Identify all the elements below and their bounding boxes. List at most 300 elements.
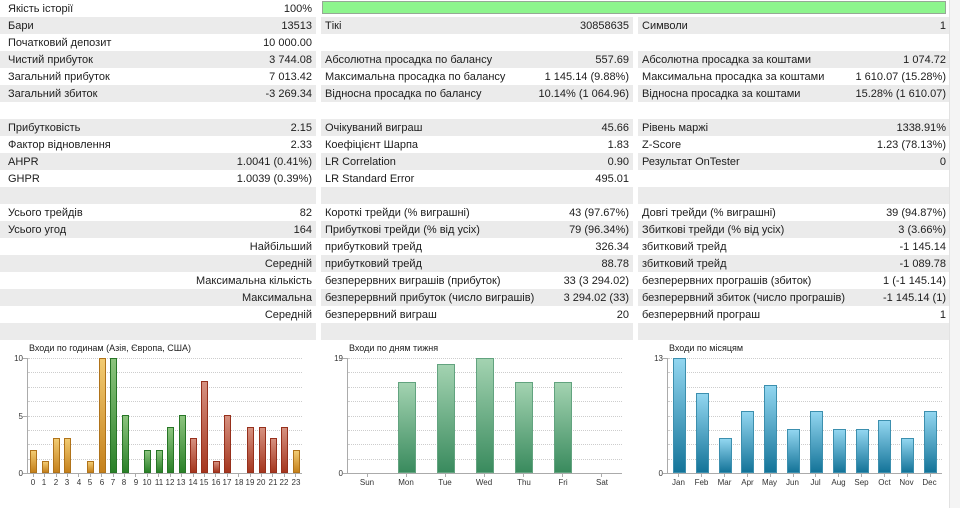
gridline [28,358,302,359]
stat-value: 0.90 [607,155,629,168]
stat-cell [0,272,316,289]
stat-label: Абсолютна просадка за коштами [642,53,812,66]
bar [476,358,494,473]
bar [281,427,288,473]
history-quality-bar [322,1,946,14]
bar [901,438,914,473]
x-tick [701,474,702,477]
bar [856,429,869,473]
stat-value: Середній [264,257,312,270]
y-tick [663,473,667,474]
stat-value: 79 (96.34%) [569,223,629,236]
x-axis-label: 22 [279,478,289,487]
stat-cell [638,238,950,255]
x-tick [215,474,216,477]
chart-title: Входи по годинам (Азія, Європа, США) [29,343,191,353]
chart-title: Входи по місяцям [669,343,744,353]
stat-label: безперервних програшів (збиток) [642,274,812,287]
bar [741,411,754,473]
stat-value: 3 294.02 (33) [563,291,629,304]
stat-cell [321,85,633,102]
stat-value: 2.15 [290,121,312,134]
stat-cell [0,68,316,85]
bar [144,450,151,473]
gridline [668,387,942,388]
x-axis-label: 0 [30,478,36,487]
stat-label: Загальний прибуток [8,70,110,83]
x-axis-label: May [761,478,778,487]
stat-cell [321,170,633,187]
x-axis-label: 14 [188,478,198,487]
table-row [0,136,949,153]
stat-cell [321,289,633,306]
x-axis-label: Thu [517,478,531,487]
x-tick [181,474,182,477]
stat-label: Символи [642,19,688,32]
x-tick [678,474,679,477]
stat-cell [0,255,316,272]
bar [719,438,732,473]
stat-value: -1 145.14 (1) [883,291,946,304]
stat-label: безперервний збиток (число програшів) [642,291,846,304]
gridline [668,430,942,431]
stat-cell [321,204,633,221]
x-axis-label: Oct [878,478,891,487]
stat-cell [638,68,950,85]
stat-label: Фактор відновлення [8,138,111,151]
stat-label: Чистий прибуток [8,53,93,66]
stat-label: GHPR [8,172,40,185]
y-tick [343,358,347,359]
x-axis-label: Sep [854,478,869,487]
stat-cell [321,306,633,323]
stat-label: Максимальна просадка за коштами [642,70,825,83]
stat-label: Тікі [325,19,342,32]
x-tick [815,474,816,477]
stat-cell [321,153,633,170]
bar [53,438,60,473]
x-tick [601,474,602,477]
stat-cell [321,34,633,51]
stat-cell [638,153,950,170]
table-row [0,34,949,51]
x-axis-label: Sun [359,478,375,487]
bar [673,358,686,473]
x-tick [67,474,68,477]
stat-cell [0,119,316,136]
stat-label: збитковий трейд [642,257,727,270]
stat-value: 10.14% (1 064.96) [538,87,629,100]
gridline [668,372,942,373]
x-tick [204,474,205,477]
x-tick [78,474,79,477]
stat-label: Коефіцієнт Шарпа [325,138,419,151]
stat-cell [638,187,950,204]
x-axis-label: 21 [268,478,278,487]
bar [764,385,777,473]
bar [833,429,846,473]
plot-area [27,358,302,474]
bar [224,415,231,473]
table-row [0,170,949,187]
stat-label: безперервний виграш [325,308,437,321]
bar [259,427,266,473]
x-tick [158,474,159,477]
table-row [0,85,949,102]
stat-cell [638,34,950,51]
stat-value: Максимальна [241,291,312,304]
x-axis-label: 1 [41,478,47,487]
stat-cell [638,306,950,323]
stat-cell [638,221,950,238]
x-axis-label: 16 [211,478,221,487]
x-axis-label: Aug [831,478,846,487]
stat-cell [321,102,633,119]
x-tick [724,474,725,477]
stat-label: Абсолютна просадка по балансу [325,53,493,66]
bar [213,461,220,473]
stat-cell [638,119,950,136]
x-axis-label: 23 [291,478,301,487]
x-tick [930,474,931,477]
x-tick [135,474,136,477]
x-axis-label: Nov [899,478,914,487]
x-axis-label: Jan [672,478,685,487]
stat-value: 1.23 (78.13%) [876,138,946,151]
stat-value: 1.0039 (0.39%) [236,172,312,185]
bar [515,382,533,473]
stat-value: 1 [939,19,946,32]
chart-title: Входи по дням тижня [349,343,439,353]
stat-cell [0,34,316,51]
x-tick [33,474,34,477]
stat-cell [321,238,633,255]
stat-value: 33 (3 294.02) [563,274,629,287]
plot-area [347,358,622,474]
x-axis-label: 7 [110,478,116,487]
stat-cell [0,85,316,102]
stat-value: 164 [293,223,312,236]
y-axis-label: 19 [334,354,343,363]
x-tick [238,474,239,477]
entries-by-weekday-chart [321,340,623,506]
x-axis-label: 8 [121,478,127,487]
stat-cell [321,323,633,340]
y-axis-label: 13 [654,354,663,363]
stat-label: Відносна просадка за коштами [642,87,801,100]
gridline [28,372,302,373]
x-axis-label: Fri [558,478,568,487]
table-row [0,289,949,306]
gridline [28,401,302,402]
y-axis-label: 10 [14,354,23,363]
stat-cell [0,0,316,17]
table-row [0,102,949,119]
gridline [668,401,942,402]
x-tick [56,474,57,477]
x-tick [367,474,368,477]
stat-cell [321,221,633,238]
x-tick [124,474,125,477]
stat-label: Загальний збиток [8,87,98,100]
bar [270,438,277,473]
bar [398,382,416,473]
stat-cell [638,51,950,68]
stat-value: 1 610.07 (15.28%) [855,70,946,83]
stat-cell [0,187,316,204]
stat-cell [0,102,316,119]
stat-value: 326.34 [595,240,629,253]
bar [437,364,455,473]
stat-value: 557.69 [595,53,629,66]
stat-value: 10 000.00 [263,36,312,49]
y-tick [23,473,27,474]
x-axis-label: Sat [595,478,608,487]
stat-label: Збиткові трейди (% від усіх) [642,223,785,236]
x-tick [113,474,114,477]
bar [247,427,254,473]
stat-value: 495.01 [595,172,629,185]
stat-label: безперервний програш [642,308,761,321]
stat-cell [321,119,633,136]
x-tick [406,474,407,477]
stat-label: безперервний прибуток (число виграшів) [325,291,535,304]
x-axis-label: 3 [64,478,70,487]
x-tick [101,474,102,477]
stat-value: 43 (97.67%) [569,206,629,219]
bar [787,429,800,473]
x-axis-label: 6 [99,478,105,487]
stat-label: Відносна просадка по балансу [325,87,482,100]
bar [64,438,71,473]
x-axis-label: 4 [76,478,82,487]
y-tick [343,473,347,474]
x-tick [272,474,273,477]
stat-cell [0,170,316,187]
x-tick [147,474,148,477]
stat-cell [0,323,316,340]
x-axis-label: 2 [53,478,59,487]
stat-value: 39 (94.87%) [886,206,946,219]
bar [110,358,117,473]
plot-area [667,358,942,474]
stat-label: Очікуваний виграш [325,121,423,134]
y-tick [663,358,667,359]
bar [190,438,197,473]
stat-label: Максимальна просадка по балансу [325,70,506,83]
stat-cell [638,204,950,221]
stat-label: прибутковий трейд [325,240,422,253]
x-axis-label: 19 [245,478,255,487]
stat-value: 1 [939,308,946,321]
x-axis-label: Mon [398,478,414,487]
x-axis-label: 20 [256,478,266,487]
table-row [0,238,949,255]
stat-label: Якість історії [8,2,74,15]
x-axis-label: 15 [199,478,209,487]
stat-cell [638,85,950,102]
stat-value: -3 269.34 [265,87,312,100]
x-tick [793,474,794,477]
vertical-scrollbar[interactable] [949,0,960,508]
x-tick [90,474,91,477]
x-axis-label: 5 [87,478,93,487]
bar [99,358,106,473]
stat-cell [321,272,633,289]
table-row [0,323,949,340]
stat-value: 20 [616,308,629,321]
x-axis-label: Jul [810,478,821,487]
stat-cell [321,68,633,85]
bar [810,411,823,473]
x-tick [861,474,862,477]
stat-cell [0,51,316,68]
stat-value: Найбільший [249,240,312,253]
stat-label: AHPR [8,155,39,168]
table-row [0,187,949,204]
stat-value: 45.66 [601,121,629,134]
table-row [0,255,949,272]
stat-cell [638,323,950,340]
bar [87,461,94,473]
x-tick [907,474,908,477]
stat-cell [0,136,316,153]
stat-label: Прибутковість [8,121,81,134]
gridline [28,416,302,417]
bar [924,411,937,473]
stat-label: прибутковий трейд [325,257,422,270]
stat-cell [321,51,633,68]
x-tick [484,474,485,477]
table-row [0,204,949,221]
stat-value: -1 089.78 [899,257,946,270]
x-axis-label: 10 [142,478,152,487]
stat-value: 7 013.42 [269,70,312,83]
stat-value: 15.28% (1 610.07) [855,87,946,100]
x-axis-label: Jun [786,478,799,487]
stat-cell [638,272,950,289]
table-row [0,68,949,85]
x-axis-label: 18 [234,478,244,487]
x-tick [284,474,285,477]
bar [156,450,163,473]
stat-cell [321,187,633,204]
stat-value: 1.83 [607,138,629,151]
table-row [0,221,949,238]
y-axis-label: 0 [338,469,343,478]
bar [878,420,891,473]
stat-value: 1 145.14 (9.88%) [544,70,629,83]
x-axis-label: 17 [222,478,232,487]
stat-value: 82 [299,206,312,219]
x-tick [250,474,251,477]
stat-label: Рівень маржі [642,121,709,134]
x-tick [261,474,262,477]
stat-cell [0,221,316,238]
stat-label: Прибуткові трейди (% від усіх) [325,223,480,236]
table-row [0,119,949,136]
gridline [668,416,942,417]
x-tick [562,474,563,477]
table-row [0,153,949,170]
table-row [0,51,949,68]
stat-value: 88.78 [601,257,629,270]
table-row [0,272,949,289]
x-tick [838,474,839,477]
table-row [0,17,949,34]
bar [554,382,572,473]
x-tick [770,474,771,477]
bar [167,427,174,473]
stat-label: Короткі трейди (% виграшні) [325,206,470,219]
x-tick [193,474,194,477]
stat-cell [638,255,950,272]
stat-label: LR Standard Error [325,172,415,185]
stat-cell [321,17,633,34]
stat-label: Довгі трейди (% виграшні) [642,206,776,219]
stat-value: 1.0041 (0.41%) [236,155,312,168]
stat-cell [0,17,316,34]
x-tick [445,474,446,477]
stat-cell [0,306,316,323]
table-row [0,306,949,323]
stat-value: 100% [283,2,312,15]
stat-value: 13513 [281,19,312,32]
x-tick [884,474,885,477]
entries-by-month-chart [641,340,943,506]
x-axis-label: Wed [475,478,493,487]
x-tick [170,474,171,477]
x-tick [227,474,228,477]
y-axis-label: 5 [18,412,23,421]
stat-cell [638,289,950,306]
x-axis-label: 13 [176,478,186,487]
gridline [668,358,942,359]
stat-label: збитковий трейд [642,240,727,253]
y-tick [23,416,27,417]
bar [30,450,37,473]
bar [696,393,709,473]
stat-value: 30858635 [580,19,629,32]
stat-value: 1 074.72 [903,53,946,66]
x-axis-label: Apr [741,478,754,487]
x-tick [747,474,748,477]
x-tick [523,474,524,477]
x-axis-label: Dec [922,478,937,487]
entries-by-hour-chart [1,340,303,506]
stat-cell [321,255,633,272]
bar [122,415,129,473]
stat-cell [638,17,950,34]
stat-cell [0,204,316,221]
stat-label: Усього трейдів [8,206,83,219]
y-tick [23,358,27,359]
stat-cell [638,136,950,153]
stat-label: безперервних виграшів (прибуток) [325,274,501,287]
y-axis-label: 0 [18,469,23,478]
stat-value: 2.33 [290,138,312,151]
stat-cell [0,153,316,170]
stat-value: Середній [264,308,312,321]
stat-value: 1 (-1 145.14) [883,274,946,287]
bar [201,381,208,473]
x-tick [295,474,296,477]
x-axis-label: Feb [694,478,709,487]
bar [42,461,49,473]
stat-value: 0 [939,155,946,168]
stat-cell [0,238,316,255]
x-axis-label: 9 [133,478,139,487]
